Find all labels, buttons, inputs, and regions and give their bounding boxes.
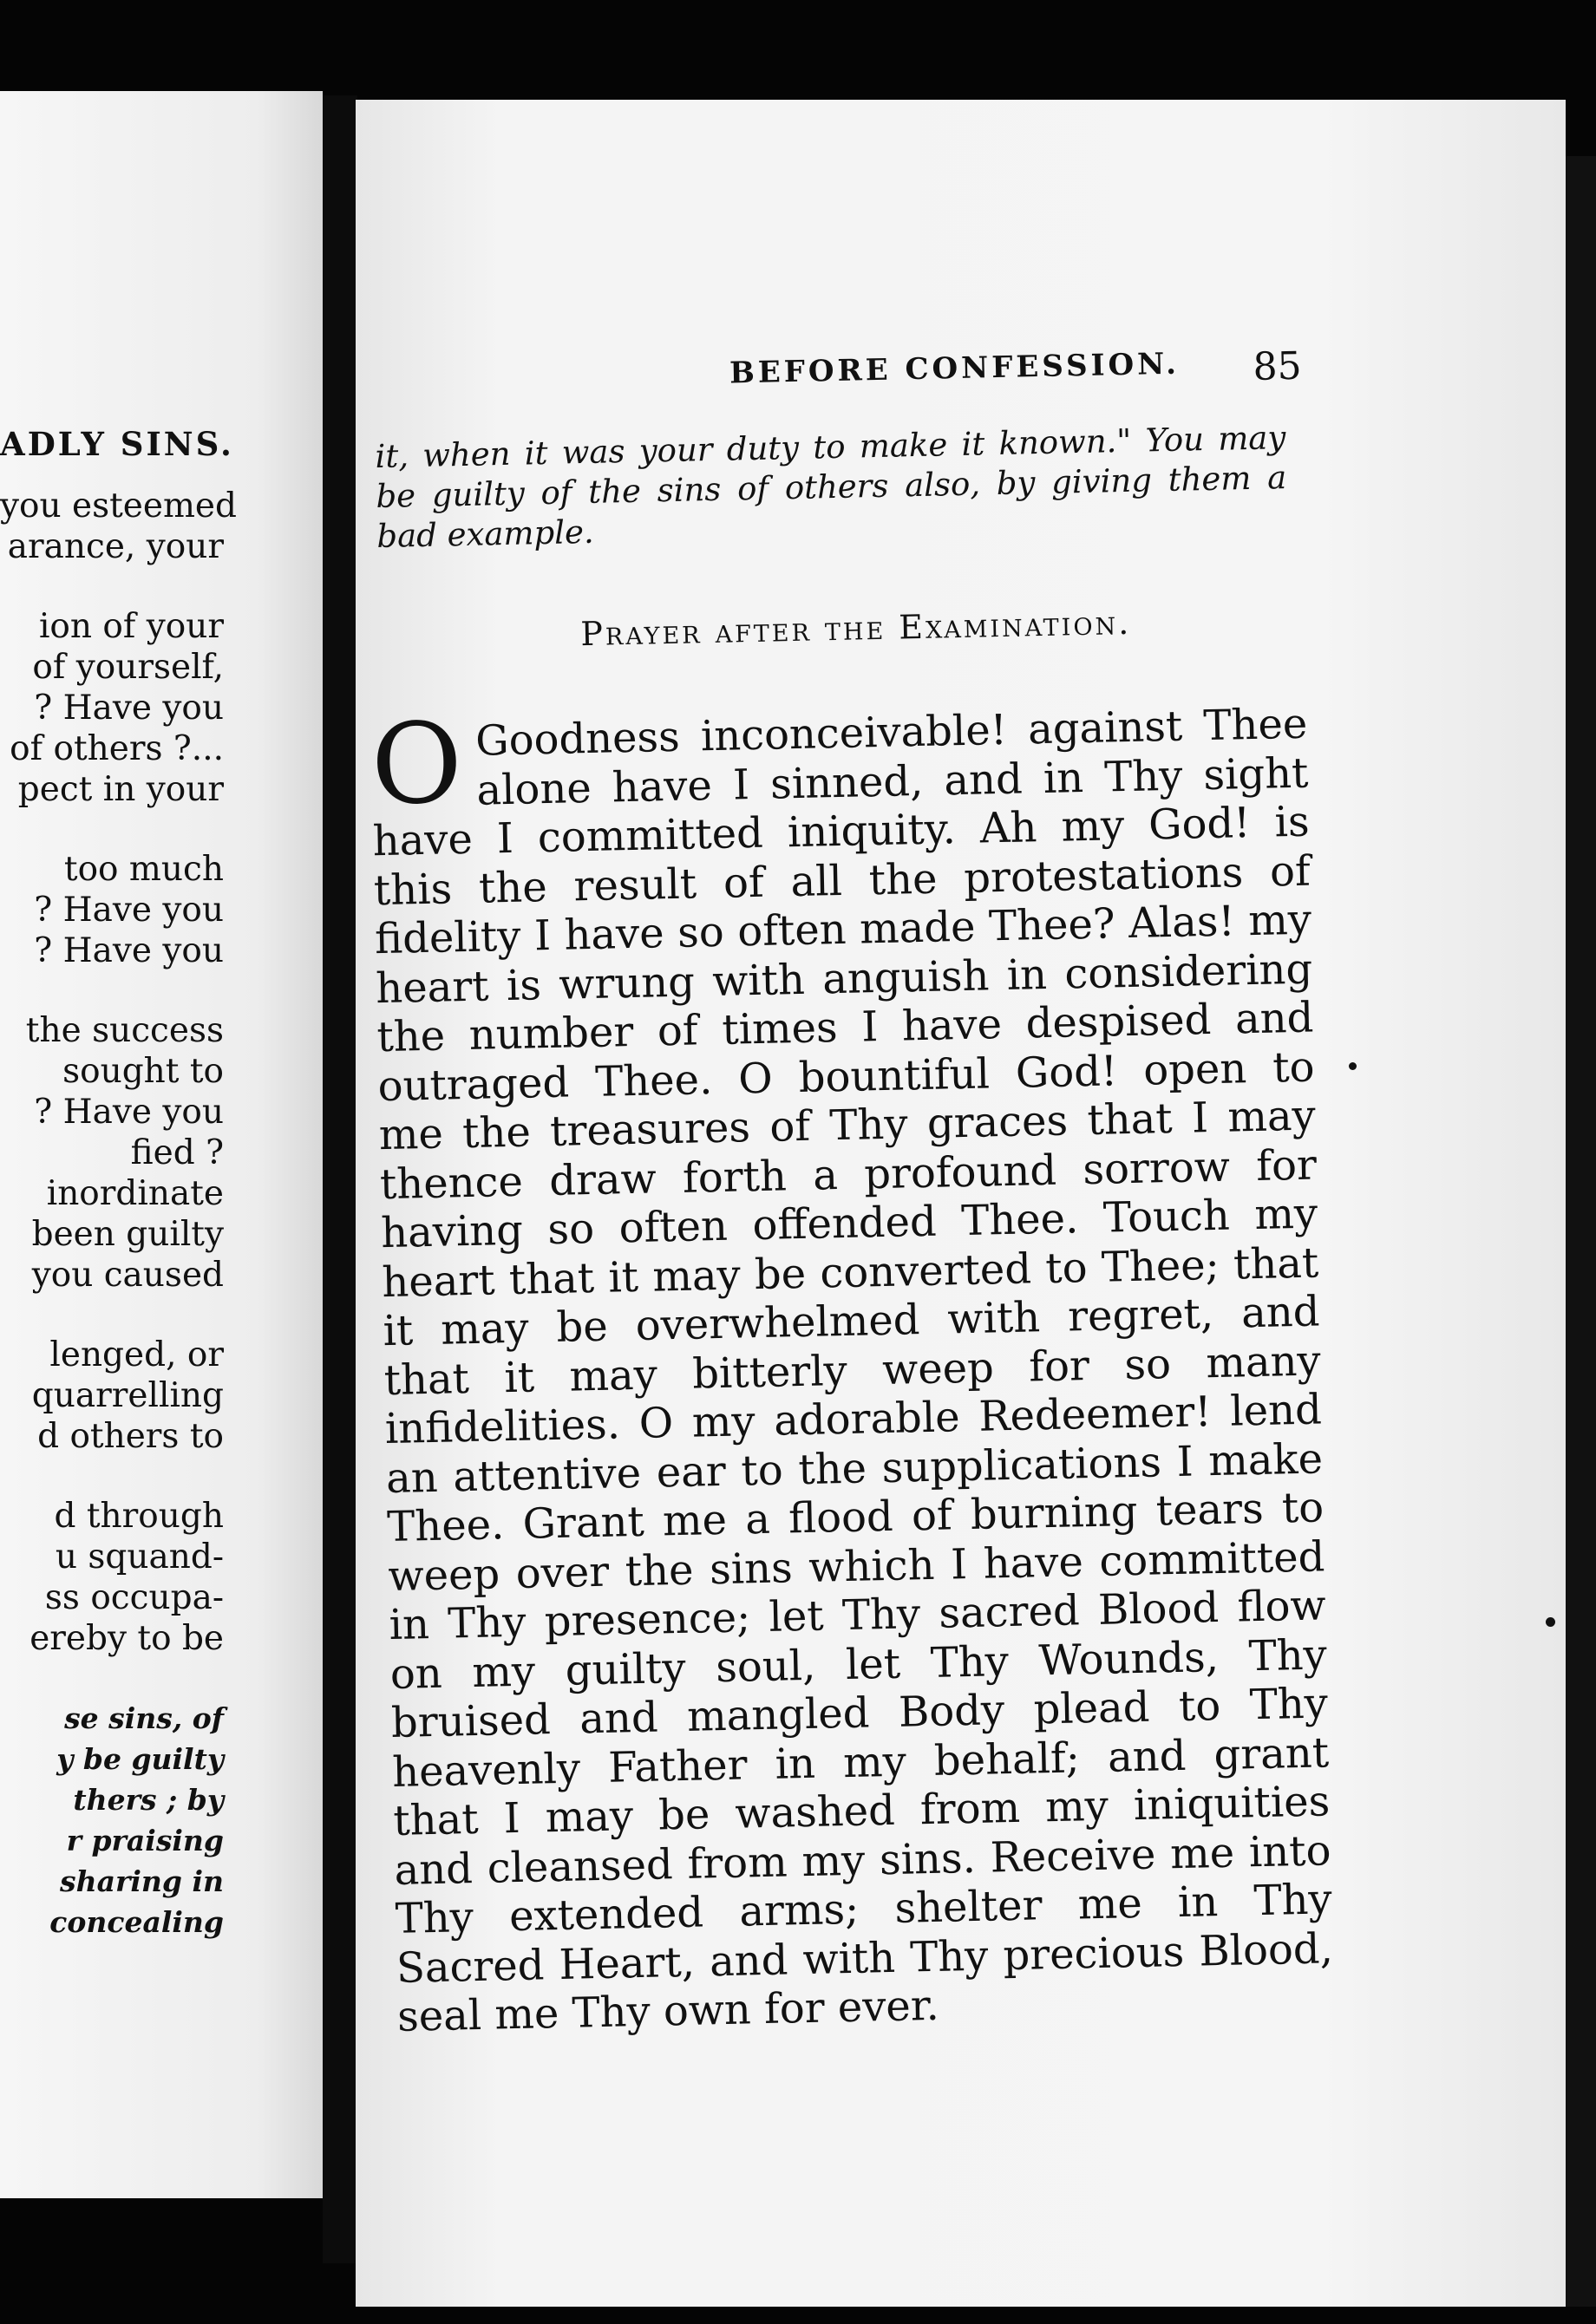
left-page-line: ? Have you [34,931,224,970]
left-page-line: ? Have you [34,1093,224,1132]
left-page-line: of others ?... [10,729,224,768]
left-page-line: pect in your [17,770,224,809]
left-page-italic-line: r praising [66,1824,224,1857]
left-page-line [0,1296,224,1335]
left-page-italic-line: thers ; by [73,1783,224,1817]
left-page-line: u squand- [55,1537,224,1577]
left-page-line: d through [54,1497,224,1536]
left-page-line: inordinate [46,1174,224,1213]
left-page-line: you caused [31,1256,224,1295]
left-page-line: d others to [37,1417,224,1456]
page-number: 85 [1253,343,1303,389]
left-page-line: ? Have you [34,891,224,930]
left-page-line [0,1659,224,1698]
left-page-line: lenged, or [49,1335,224,1374]
prayer-title: Prayer after the Examination. [579,603,1132,654]
left-page-line: ion of your [38,607,224,646]
left-page-line: of yourself, [32,648,224,687]
left-page-line [0,567,224,606]
left-page-line: ereby to be [29,1619,224,1658]
prayer-text: Goodness inconceivable! against Thee alone have I sinned, and in Thy sight have I committed iniquity. Ah my God! is this the result of all the protestations of fidelity I have so often made Thee? Alas! my heart is wrung with anguish in considering the number of times I have despised and outraged Thee. O bountiful God! open to me the treasures of Thy graces that I may thence draw forth a profound sorrow for having so often offended Thee. Touch my heart that it may be converted to Thee; that it may be overwhelmed with regret, and that it may bitterly weep for so many infidelities. O my adorable Redeemer! lend an attentive ear to the supplications I make Thee. Grant me a flood of burning tears to weep over the sins which I have committed in Thy presence; let Thy sacred Blood flow on my guilty soul, let Thy Wounds, Thy bruised and mangled Body plead to Thy heavenly Father in my behalf; and grant that I may be washed from my iniquities and cleansed from my sins. Receive me into Thy extended arms; shelter me in Thy Sacred Heart, and with Thy precious Blood, seal me Thy own for ever. [372,699,1334,2041]
left-page-line: you esteemed [0,486,237,526]
print-speck [1546,1617,1555,1627]
left-page-line: ? Have you [34,689,224,728]
prayer-body [370,700,1335,2042]
left-page-line: sought to [62,1052,224,1091]
left-page-text [0,486,237,1942]
drop-cap: O [370,699,464,831]
left-page-line: quarrelling [31,1376,224,1415]
left-page-line: too much [63,850,224,889]
left-page-fragment [0,91,323,2198]
left-page-line [0,810,224,849]
left-page-running-head: ADLY SINS. [0,425,234,463]
left-page-line: ss occupa- [44,1578,224,1617]
left-page-line [0,971,224,1010]
print-speck [1349,1062,1357,1070]
right-page-content [356,100,1566,2307]
left-page-italic-line: y be guilty [56,1742,224,1776]
left-page-italic-line: sharing in [60,1864,224,1898]
left-page-line: arance, your [7,527,224,566]
right-page [356,100,1566,2307]
running-head: BEFORE CONFESSION. [729,346,1181,391]
intro-note: it, when it was your duty to make it known." You may be guilty of the sins of others also, by giving them a bad example. [375,419,1287,556]
left-page-line: fied ? [130,1133,224,1172]
left-page-line: the success [25,1011,224,1050]
page-edge-shadow [1566,156,1596,2307]
left-page-italic-line: concealing [49,1905,224,1939]
book-gutter [323,95,357,2263]
left-page-line [0,1457,224,1496]
left-page-line: been guilty [31,1215,224,1254]
left-page-italic-line: se sins, of [64,1701,224,1735]
